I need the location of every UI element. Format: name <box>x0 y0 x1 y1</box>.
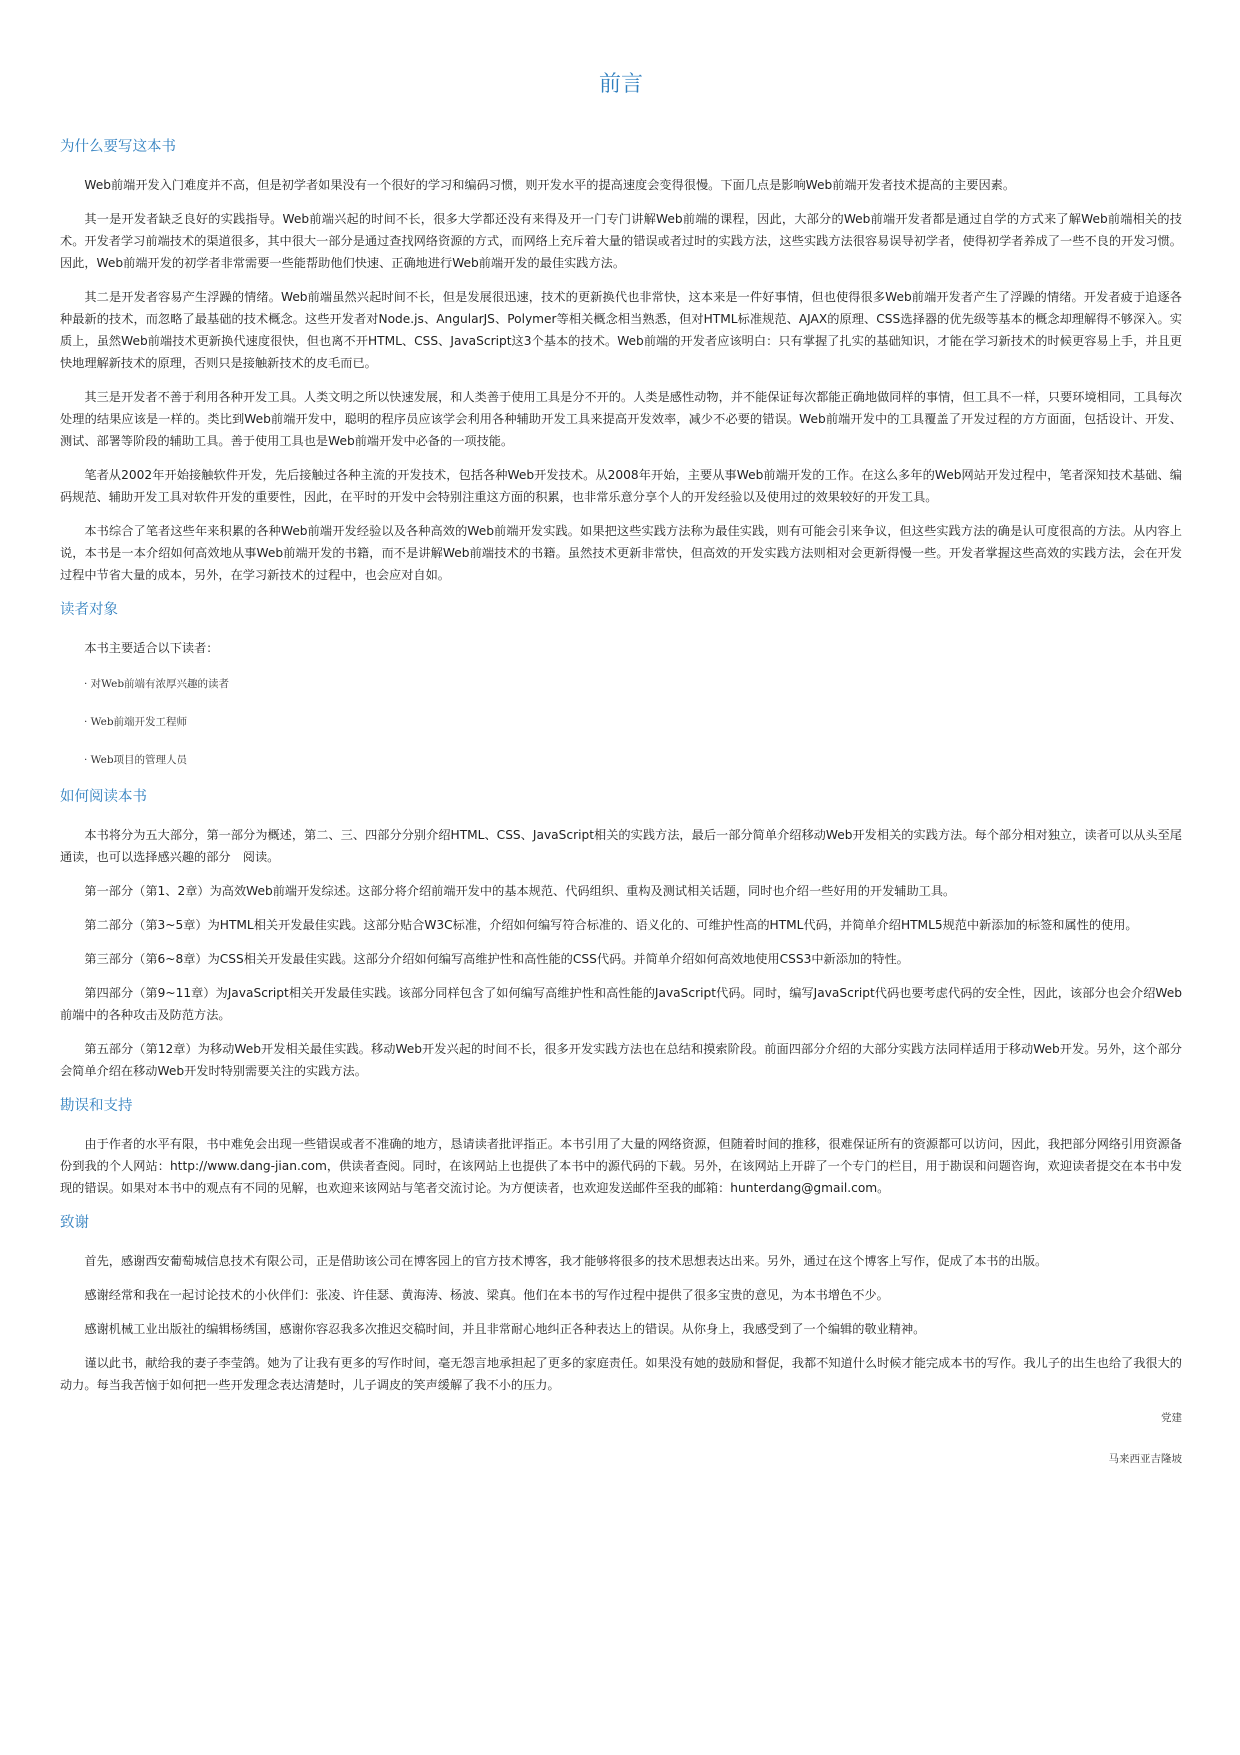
list-item: · Web前端开发工程师 <box>84 716 188 728</box>
section-why <box>60 137 1182 586</box>
section-acknowledgements <box>60 1213 1182 1396</box>
section-heading: 如何阅读本书 <box>60 789 147 805</box>
section-heading: 勘误和支持 <box>60 1098 133 1114</box>
paragraph: 第一部分（第1、2章）为高效Web前端开发综述。这部分将介绍前端开发中的基本规范、代码组织、重构及测试相关话题，同时也介绍一些好用的开发辅助工具。 <box>84 884 956 898</box>
paragraph: 其一是开发者缺乏良好的实践指导。Web前端兴起的时间不长，很多大学都还没有来得及开一门专门讲解Web前端的课程，因此，大部分的Web前端开发者都是通过自学的方式来了解Web前端相关的技术。开发者学习前端技术的渠道很多，其中很大一部分是通过查找网络资源的方式，而网络上充斥着大量的错误或者过时的实践方法，这些实践方法很容易误导初学者，使得初学者养成了一些不良的开发习惯。因此，Web前端开发的初学者非常需要一些能帮助他们快速、正确地进行Web前端开发的最佳实践方法。 <box>60 212 1182 270</box>
paragraph: 本书将分为五大部分，第一部分为概述，第二、三、四部分分别介绍HTML、CSS、JavaScript相关的实践方法，最后一部分简单介绍移动Web开发相关的实践方法。每个部分相对独立，读者可以从头至尾通读，也可以选择感兴趣的部分 阅读。 <box>60 828 1182 864</box>
paragraph: 本书主要适合以下读者： <box>84 641 219 655</box>
page-title: 前言 <box>598 72 643 97</box>
paragraph: 第四部分（第9~11章）为JavaScript相关开发最佳实践。该部分同样包含了如何编写高维护性和高性能的JavaScript代码。同时，编写JavaScript代码也要考虑代码的安全性，因此，该部分也会介绍Web前端中的各种攻击及防范方法。 <box>60 986 1182 1022</box>
paragraph: 第五部分（第12章）为移动Web开发相关最佳实践。移动Web开发兴起的时间不长，很多开发实践方法也在总结和摸索阶段。前面四部分介绍的大部分实践方法同样适用于移动Web开发。另外，这个部分会简单介绍在移动Web开发时特别需要关注的实践方法。 <box>60 1042 1182 1078</box>
paragraph: 笔者从2002年开始接触软件开发，先后接触过各种主流的开发技术，包括各种Web开发技术。从2008年开始，主要从事Web前端开发的工作。在这么多年的Web网站开发过程中，笔者深知技术基础、编码规范、辅助开发工具对软件开发的重要性，因此，在平时的开发中会特别注重这方面的积累，也非常乐意分享个人的开发经验以及使用过的效果较好的开发工具。 <box>60 468 1182 504</box>
paragraph: 其三是开发者不善于利用各种开发工具。人类文明之所以快速发展，和人类善于使用工具是分不开的。人类是感性动物，并不能保证每次都能正确地做同样的事情，但工具不一样，只要环境相同，工具每次处理的结果应该是一样的。类比到Web前端开发中，聪明的程序员应该学会利用各种辅助开发工具来提高开发效率，减少不必要的错误。Web前端开发中的工具覆盖了开发过程的方方面面，包括设计、开发、测试、部署等阶段的辅助工具。善于使用工具也是Web前端开发中必备的一项技能。 <box>60 390 1182 448</box>
section-audience <box>60 600 1182 769</box>
paragraph: 感谢经常和我在一起讨论技术的小伙伴们：张凌、许佳瑟、黄海涛、杨波、梁真。他们在本书的写作过程中提供了很多宝贵的意见，为本书增色不少。 <box>84 1288 889 1302</box>
signature-location: 马来西亚吉隆坡 <box>1108 1453 1182 1465</box>
section-errata <box>60 1096 1182 1199</box>
paragraph: 谨以此书，献给我的妻子李莹鸽。她为了让我有更多的写作时间，毫无怨言地承担起了更多的家庭责任。如果没有她的鼓励和督促，我都不知道什么时候才能完成本书的写作。我儿子的出生也给了我很大的动力。每当我苦恼于如何把一些开发理念表达清楚时，儿子调皮的笑声缓解了我不小的压力。 <box>60 1356 1182 1392</box>
paragraph: 本书综合了笔者这些年来积累的各种Web前端开发经验以及各种高效的Web前端开发实践。如果把这些实践方法称为最佳实践，则有可能会引来争议，但这些实践方法的确是认可度很高的方法。从内容上说，本书是一本介绍如何高效地从事Web前端开发的书籍，而不是讲解Web前端技术的书籍。虽然技术更新非常快，但高效的开发实践方法则相对会更新得慢一些。开发者掌握这些高效的实践方法，会在开发过程中节省大量的成本，另外，在学习新技术的过程中，也会应对自如。 <box>60 524 1182 582</box>
paragraph: Web前端开发入门难度并不高，但是初学者如果没有一个很好的学习和编码习惯，则开发水平的提高速度会变得很慢。下面几点是影响Web前端开发者技术提高的主要因素。 <box>84 178 1016 192</box>
list-item: · 对Web前端有浓厚兴趣的读者 <box>84 678 230 690</box>
signature-author: 党建 <box>1161 1412 1182 1424</box>
document-page <box>60 0 1182 1466</box>
paragraph: 感谢机械工业出版社的编辑杨绣国，感谢你容忍我多次推迟交稿时间，并且非常耐心地纠正各种表达上的错误。从你身上，我感受到了一个编辑的敬业精神。 <box>84 1322 926 1336</box>
section-heading: 读者对象 <box>60 602 118 618</box>
paragraph: 其二是开发者容易产生浮躁的情绪。Web前端虽然兴起时间不长，但是发展很迅速，技术的更新换代也非常快，这本来是一件好事情，但也使得很多Web前端开发者产生了浮躁的情绪。开发者疲于追逐各种最新的技术，而忽略了最基础的技术概念。这些开发者对Node.js、AngularJS、Polymer等相关概念相当熟悉，但对HTML标准规范、AJAX的原理、CSS选择器的优先级等基本的概念却理解得不够深入。实质上，虽然Web前端技术更新换代速度很快，但也离不开HTML、CSS、JavaScript这3个基本的技术。Web前端的开发者应该明白：只有掌握了扎实的基础知识，才能在学习新技术的时候更容易上手，并且更快地理解新技术的原理，否则只是接触新技术的皮毛而已。 <box>60 290 1182 370</box>
paragraph: 首先，感谢西安葡萄城信息技术有限公司，正是借助该公司在博客园上的官方技术博客，我才能够将很多的技术思想表达出来。另外，通过在这个博客上写作，促成了本书的出版。 <box>84 1254 1048 1268</box>
section-how-to-read <box>60 787 1182 1082</box>
signature <box>60 1410 1182 1466</box>
paragraph: 第二部分（第3~5章）为HTML相关开发最佳实践。这部分贴合W3C标准，介绍如何编写符合标准的、语义化的、可维护性高的HTML代码，并简单介绍HTML5规范中新添加的标签和属性的使用。 <box>84 918 1138 932</box>
paragraph: 由于作者的水平有限，书中难免会出现一些错误或者不准确的地方，恳请读者批评指正。本书引用了大量的网络资源，但随着时间的推移，很难保证所有的资源都可以访问，因此，我把部分网络引用资源备份到我的个人网站：http://www.dang-jian.com，供读者查阅。同时，在该网站上也提供了本书中的源代码的下载。另外，在该网站上开辟了一个专门的栏目，用于勘误和问题咨询，欢迎读者提交在本书中发现的错误。如果对本书中的观点有不同的见解，也欢迎来该网站与笔者交流讨论。为方便读者，也欢迎发送邮件至我的邮箱：hunterdang@gmail.com。 <box>60 1137 1182 1195</box>
paragraph: 第三部分（第6~8章）为CSS相关开发最佳实践。这部分介绍如何编写高维护性和高性能的CSS代码。并简单介绍如何高效地使用CSS3中新添加的特性。 <box>84 952 909 966</box>
list-item: · Web项目的管理人员 <box>84 754 188 766</box>
section-heading: 为什么要写这本书 <box>60 139 176 155</box>
section-heading: 致谢 <box>60 1215 89 1231</box>
